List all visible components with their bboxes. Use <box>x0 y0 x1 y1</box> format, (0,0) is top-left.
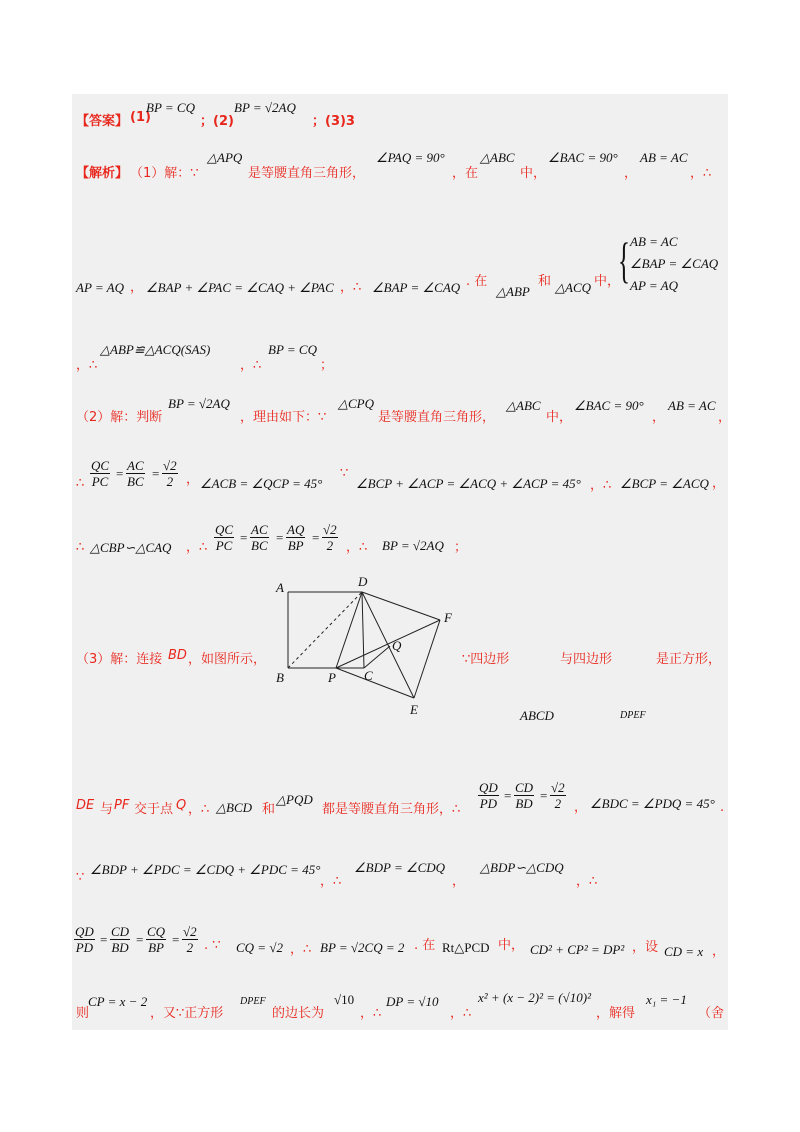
l1-m3: △ABC <box>480 150 515 165</box>
l8-t2: 交于点 <box>134 802 174 817</box>
l4-t5: ， <box>652 410 666 425</box>
l4-m5: AB = AC <box>668 398 716 413</box>
l9-t2: ，∴ <box>320 874 342 889</box>
l6-t1: ∴ <box>76 540 85 555</box>
l8-m5: △PQD <box>276 792 313 807</box>
l5-t5: ， <box>712 476 726 491</box>
l7-t4: 与四边形 <box>560 652 613 667</box>
l4-t6: ， <box>718 410 732 425</box>
l8-t6: ， <box>574 800 588 815</box>
l10-t5: ，设 <box>632 940 659 955</box>
l11-t4: ，∴ <box>360 1006 382 1021</box>
answer-sep2: ；(3)3 <box>312 114 355 129</box>
l6-frac2: $\frac{AC}{BC}$ <box>251 522 268 553</box>
l11-t7: （舍 <box>698 1006 725 1021</box>
l3-m2: BP = CQ <box>268 342 317 357</box>
label-C: C <box>364 668 373 683</box>
l2-t4: 和 <box>538 274 552 289</box>
sys-line-3: AP = AQ <box>630 278 679 293</box>
label-A: A <box>276 580 284 595</box>
l4-m2: △CPQ <box>338 396 374 411</box>
answer-1: BP = CQ <box>146 100 195 115</box>
l10-m2: BP = √2CQ = 2 <box>320 940 405 955</box>
label-Q: Q <box>392 638 402 653</box>
l8-m2: PF <box>114 798 130 813</box>
l1-t1: （1）解：∵ <box>130 166 199 181</box>
l5-m1: ∠ACB = ∠QCP = 45° <box>200 476 323 491</box>
l10-t2: ，∴ <box>290 942 312 957</box>
l11-t2: ，又∵正方形 <box>150 1006 224 1021</box>
l9-m2: ∠BDP = ∠CDQ <box>354 860 446 875</box>
l5-t3: ∵ <box>340 466 349 481</box>
l8-t5: 都是等腰直角三角形，∴ <box>322 802 461 817</box>
edge-PD <box>336 592 362 668</box>
l11-t3: 的边长为 <box>272 1006 325 1021</box>
l8-m3: Q <box>176 798 187 813</box>
l10-m3: Rt△PCD <box>442 940 490 955</box>
l10-m4: CD² + CP² = DP² <box>530 942 625 957</box>
l11-m4: DP = √10 <box>386 994 439 1009</box>
l1-t3: ，在 <box>452 166 479 181</box>
l5-m2: ∠BCP + ∠ACP = ∠ACQ + ∠ACP = 45° <box>356 476 581 491</box>
l5-m3: ∠BCP = ∠ACQ <box>620 476 709 491</box>
label-F: F <box>444 610 452 625</box>
l4-t4: 中， <box>546 410 573 425</box>
l1-t5: ， <box>624 166 638 181</box>
l2-m2: ∠BAP + ∠PAC = ∠CAQ + ∠PAC <box>146 280 334 295</box>
analysis-label: 【解析】 <box>76 166 129 181</box>
l5-frac1: $\frac{QC}{PC}$ <box>91 458 110 489</box>
l8-t3: ，∴ <box>188 802 210 817</box>
l8-t7: . <box>720 800 725 815</box>
l6-t4: ； <box>454 540 468 555</box>
l6-m1: △CBP∽△CAQ <box>90 540 172 555</box>
l7-t2: ，如图所示， <box>188 652 267 667</box>
l3-m1: △ABP≌△ACQ(SAS) <box>100 342 211 357</box>
l10-m1: CQ = √2 <box>236 940 283 955</box>
l1-m5: AB = AC <box>640 150 688 165</box>
l10-frac2: $\frac{CD}{BD}$ <box>111 924 130 955</box>
sys-line-1: AB = AC <box>630 234 678 249</box>
label-P: P <box>328 670 336 685</box>
l4-t3: 是等腰直角三角形， <box>378 410 496 425</box>
l8-m4: △BCD <box>216 800 252 815</box>
l2-t1: ， <box>130 280 144 295</box>
l10-t3: . 在 <box>414 938 436 953</box>
answer-2: BP = √2AQ <box>234 100 296 115</box>
l2-m3: ∠BAP = ∠CAQ <box>372 280 461 295</box>
system-brace: { <box>618 232 630 288</box>
answer-part1-label: (1) <box>130 110 151 125</box>
l10-frac1: $\frac{QD}{PD}$ <box>75 924 94 955</box>
l5-frac3: $\frac{√2}{2}$ <box>163 458 177 489</box>
l11-m5: x² + (x − 2)² = (√10)² <box>478 990 592 1005</box>
l4-t1: （2）解：判断 <box>76 410 163 425</box>
l7-m3: DPEF <box>620 710 646 721</box>
l1-m2: ∠PAQ = 90° <box>376 150 445 165</box>
l6-frac3: $\frac{AQ}{BP}$ <box>287 522 305 553</box>
l9-t1: ∵ <box>76 870 85 885</box>
l6-frac4: $\frac{√2}{2}$ <box>323 522 337 553</box>
edge-FE <box>414 620 440 698</box>
l5-t2: ， <box>186 472 200 487</box>
l11-m3: √10 <box>334 992 355 1007</box>
l9-t4: ，∴ <box>576 874 598 889</box>
l11-t1: 则 <box>76 1006 90 1021</box>
answer-sep1: ；(2) <box>200 114 234 129</box>
l11-m1: CP = x − 2 <box>88 994 148 1009</box>
l5-t1: ∴ <box>76 476 85 491</box>
l10-frac4: $\frac{√2}{2}$ <box>183 924 197 955</box>
l4-t2: ，理由如下：∵ <box>240 410 327 425</box>
answer-label: 【答案】 <box>76 114 129 129</box>
l7-m2: ABCD <box>520 708 554 723</box>
l8-frac1: $\frac{QD}{PD}$ <box>479 780 498 811</box>
l10-m5: CD = x <box>664 944 704 959</box>
label-D: D <box>358 574 368 589</box>
l10-t4: 中， <box>498 938 525 953</box>
l7-t1: （3）解：连接 <box>76 652 163 667</box>
l1-m1: △APQ <box>207 150 243 165</box>
l6-frac1: $\frac{QC}{PC}$ <box>215 522 234 553</box>
label-B: B <box>276 670 284 685</box>
l10-t1: . ∵ <box>204 938 221 953</box>
l4-m1: BP = √2AQ <box>168 396 230 411</box>
l5-t4: ，∴ <box>590 478 612 493</box>
edge-DC <box>362 592 364 668</box>
l8-t1: 与 <box>100 802 114 817</box>
l11-t6: ，解得 <box>596 1006 636 1021</box>
l6-t3: ，∴ <box>346 540 368 555</box>
sys-line-2: ∠BAP = ∠CAQ <box>630 256 719 271</box>
l8-frac2: $\frac{CD}{BD}$ <box>515 780 534 811</box>
geometry-figure <box>270 574 460 720</box>
l3-t2: ，∴ <box>240 358 262 373</box>
l9-t3: ， <box>452 874 466 889</box>
l2-t2: ，∴ <box>340 280 362 295</box>
l8-m6: ∠BDC = ∠PDQ = 45° <box>590 796 715 811</box>
l9-m1: ∠BDP + ∠PDC = ∠CDQ + ∠PDC = 45° <box>90 862 321 877</box>
l1-m4: ∠BAC = 90° <box>548 150 618 165</box>
edge-PF <box>336 620 440 668</box>
l1-t2: 是等腰直角三角形， <box>248 166 366 181</box>
l1-t4: 中， <box>520 166 547 181</box>
l9-m3: △BDP∽△CDQ <box>480 860 564 875</box>
l2-m4: △ABP <box>496 284 530 299</box>
l2-t3: . 在 <box>466 274 488 289</box>
l11-m6: x₁ = −1 <box>646 992 687 1007</box>
l8-frac3: $\frac{√2}{2}$ <box>551 780 565 811</box>
l7-t3: ∵四边形 <box>462 652 510 667</box>
edge-EP <box>336 668 414 698</box>
l10-frac3: $\frac{CQ}{BP}$ <box>147 924 166 955</box>
edge-BD-dashed <box>288 592 362 668</box>
label-E: E <box>410 702 418 717</box>
l10-t6: ， <box>712 944 726 959</box>
l2-m1: AP = AQ <box>76 280 125 295</box>
l11-t5: ，∴ <box>450 1006 472 1021</box>
l6-m2: BP = √2AQ <box>382 538 444 553</box>
l2-t5: 中， <box>594 274 621 289</box>
l7-t5: 是正方形， <box>656 652 722 667</box>
l11-m2: DPEF <box>240 996 266 1007</box>
l4-m4: ∠BAC = 90° <box>574 398 644 413</box>
l1-t6: ，∴ <box>690 166 712 181</box>
l5-frac2: $\frac{AC}{BC}$ <box>127 458 144 489</box>
l4-m3: △ABC <box>506 398 541 413</box>
l3-t3: ； <box>320 358 334 373</box>
l8-t4: 和 <box>262 802 276 817</box>
l2-m5: △ACQ <box>555 280 591 295</box>
l8-m1: DE <box>76 798 95 813</box>
l3-t1: ，∴ <box>76 358 98 373</box>
l7-m1: BD <box>168 648 187 663</box>
l6-t2: ，∴ <box>186 540 208 555</box>
